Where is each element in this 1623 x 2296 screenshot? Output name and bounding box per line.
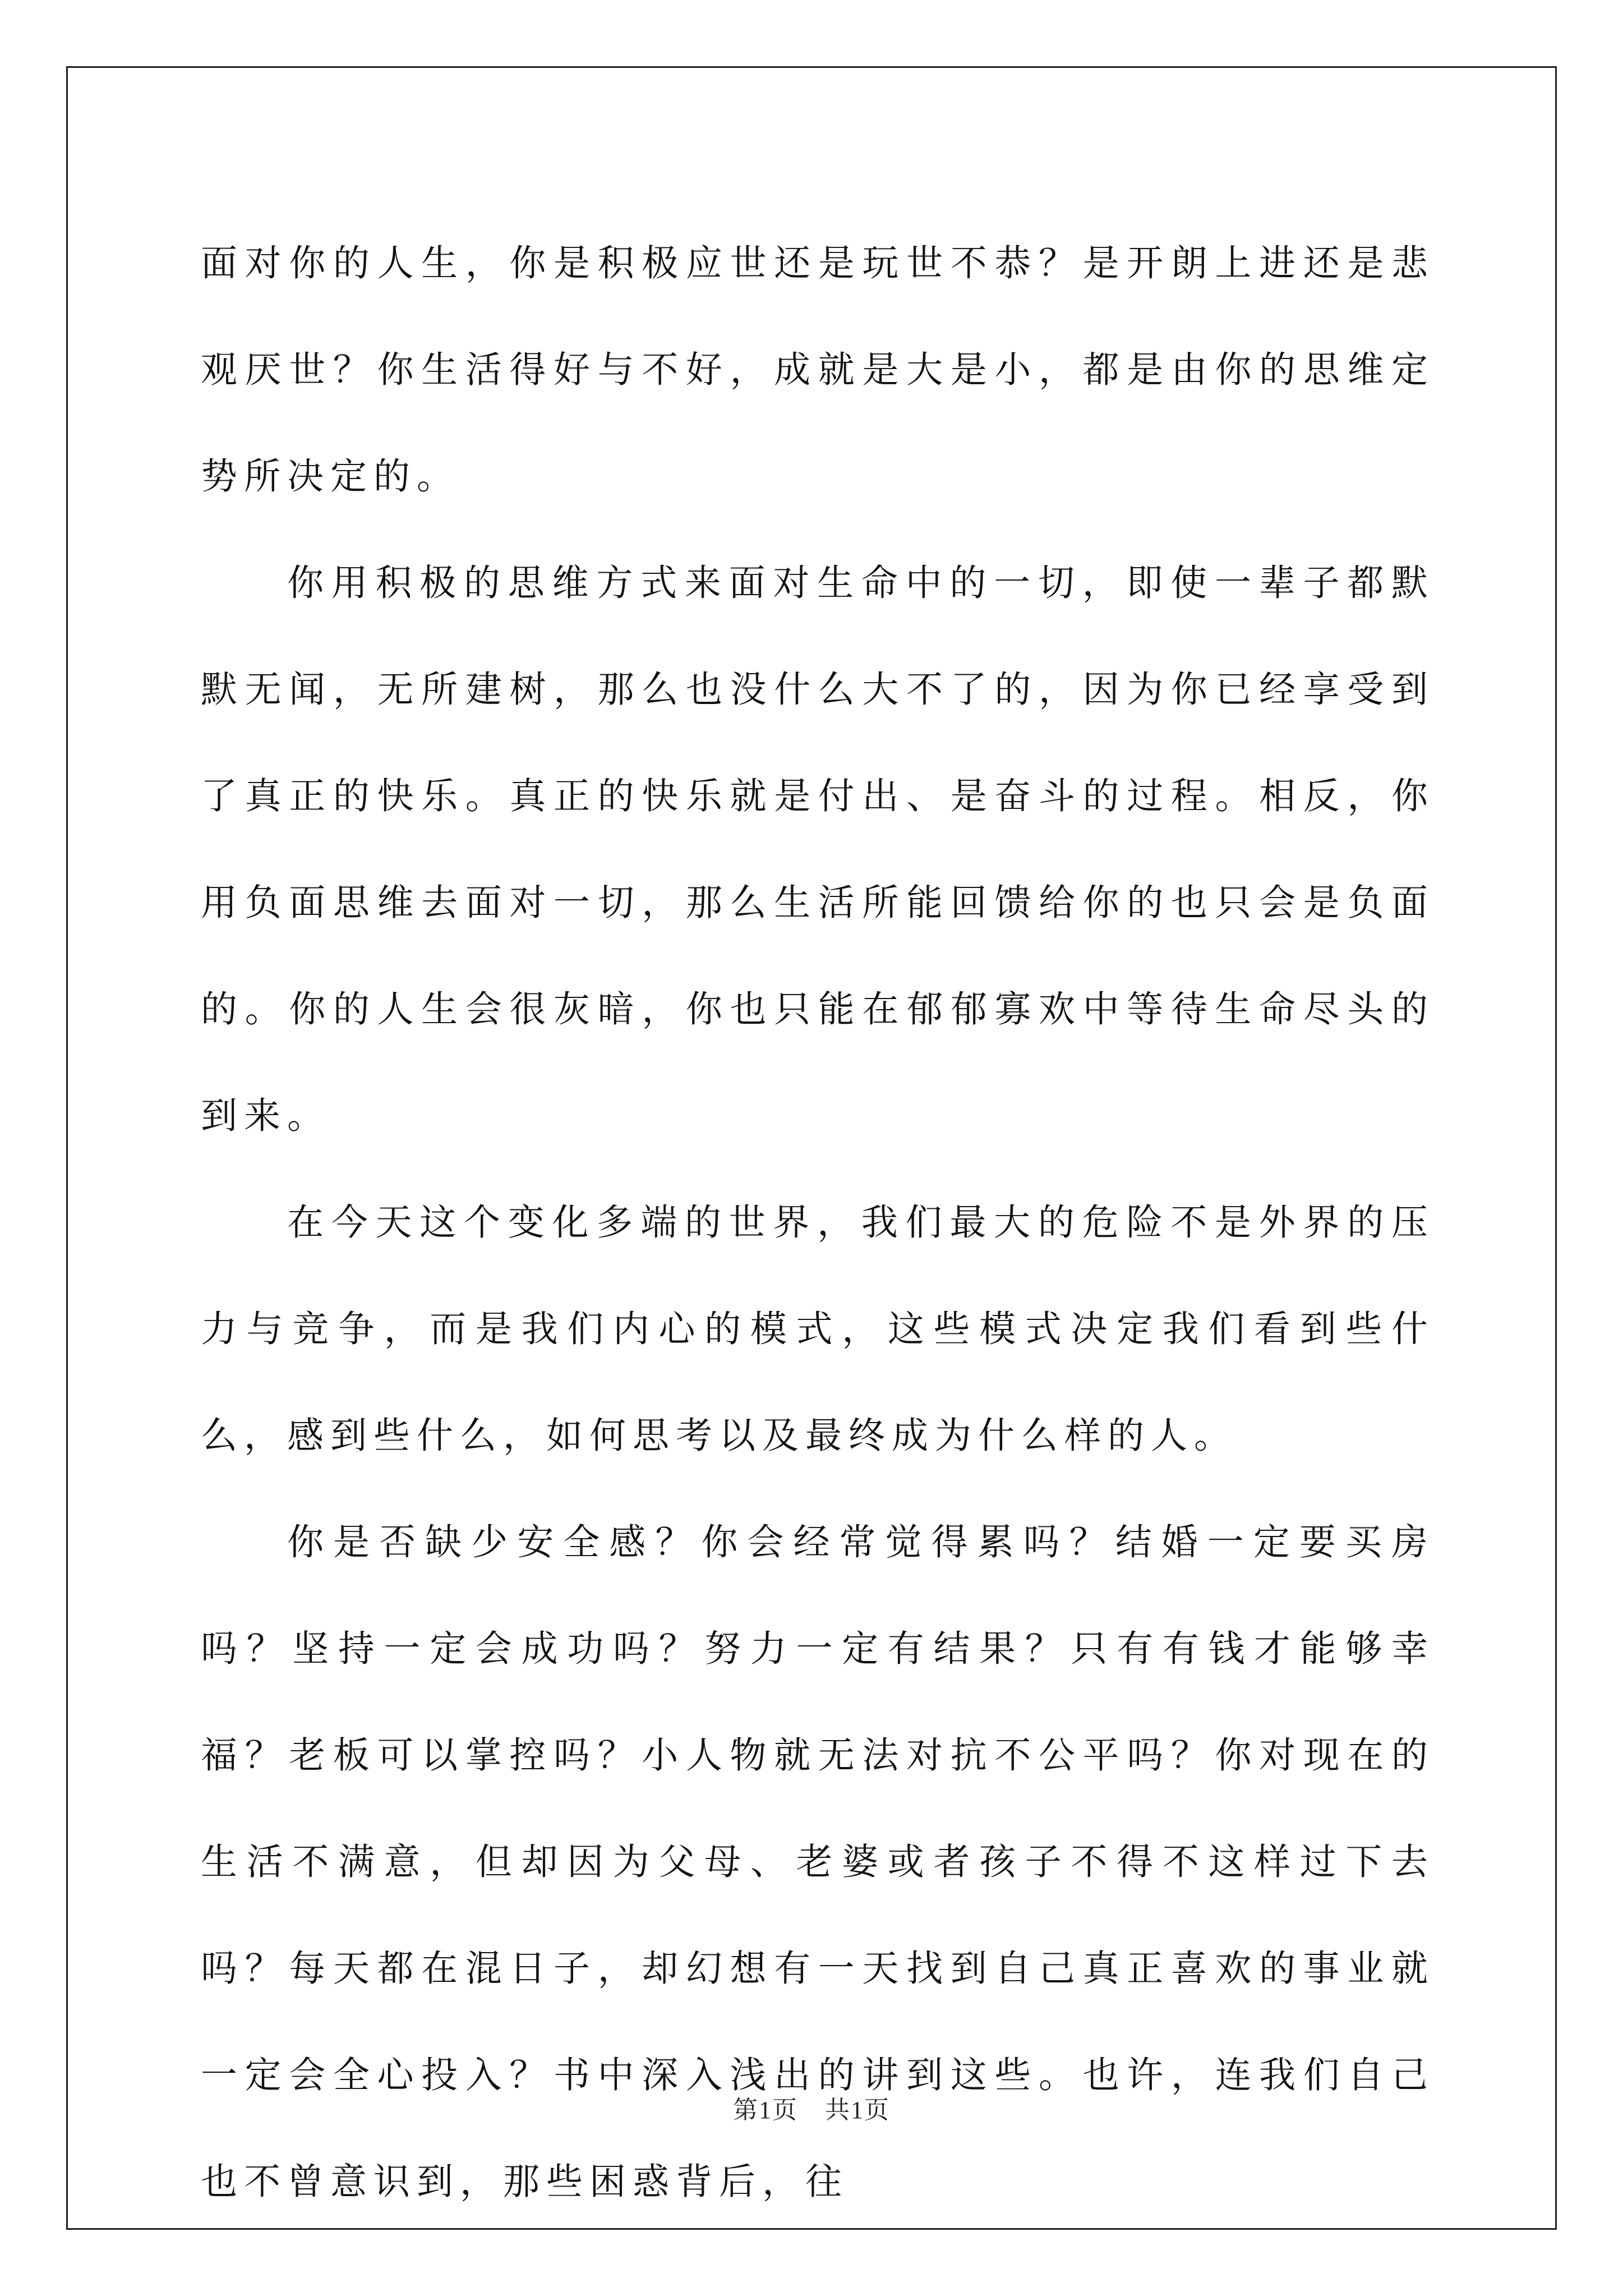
page-footer [0, 2090, 1623, 2125]
paragraph: 你用积极的思维方式来面对生命中的一切，即使一辈子都默默无闻，无所建树，那么也没什么大不了的，因为你已经享受到了真正的快乐。真正的快乐就是付出、是奋斗的过程。相反，你用负面思维去面对一切，那么生活所能回馈给你的也只会是负面的。你的人生会很灰暗，你也只能在郁郁寡欢中等待生命尽头的到来。 [201, 562, 1435, 1137]
document-body [201, 210, 1435, 2235]
paragraph: 你是否缺少安全感？你会经常觉得累吗？结婚一定要买房吗？坚持一定会成功吗？努力一定有结果？只有有钱才能够幸福？老板可以掌控吗？小人物就无法对抗不公平吗？你对现在的生活不满意，但却因为父母、老婆或者孩子不得不这样过下去吗？每天都在混日子，却幻想有一天找到自己真正喜欢的事业就一定会全心投入？书中深入浅出的讲到这些。也许，连我们自己也不曾意识到，那些困惑背后，往 [201, 1521, 1435, 2203]
paragraph: 在今天这个变化多端的世界，我们最大的危险不是外界的压力与竞争，而是我们内心的模式，这些模式决定我们看到些什么，感到些什么，如何思考以及最终成为什么样的人。 [201, 1202, 1435, 1457]
page-total: 共1页 [825, 2096, 890, 2124]
page-number: 第1页 [733, 2096, 798, 2124]
paragraph: 面对你的人生，你是积极应世还是玩世不恭？是开朗上进还是悲观厌世？你生活得好与不好，成就是大是小，都是由你的思维定势所决定的。 [201, 242, 1435, 498]
